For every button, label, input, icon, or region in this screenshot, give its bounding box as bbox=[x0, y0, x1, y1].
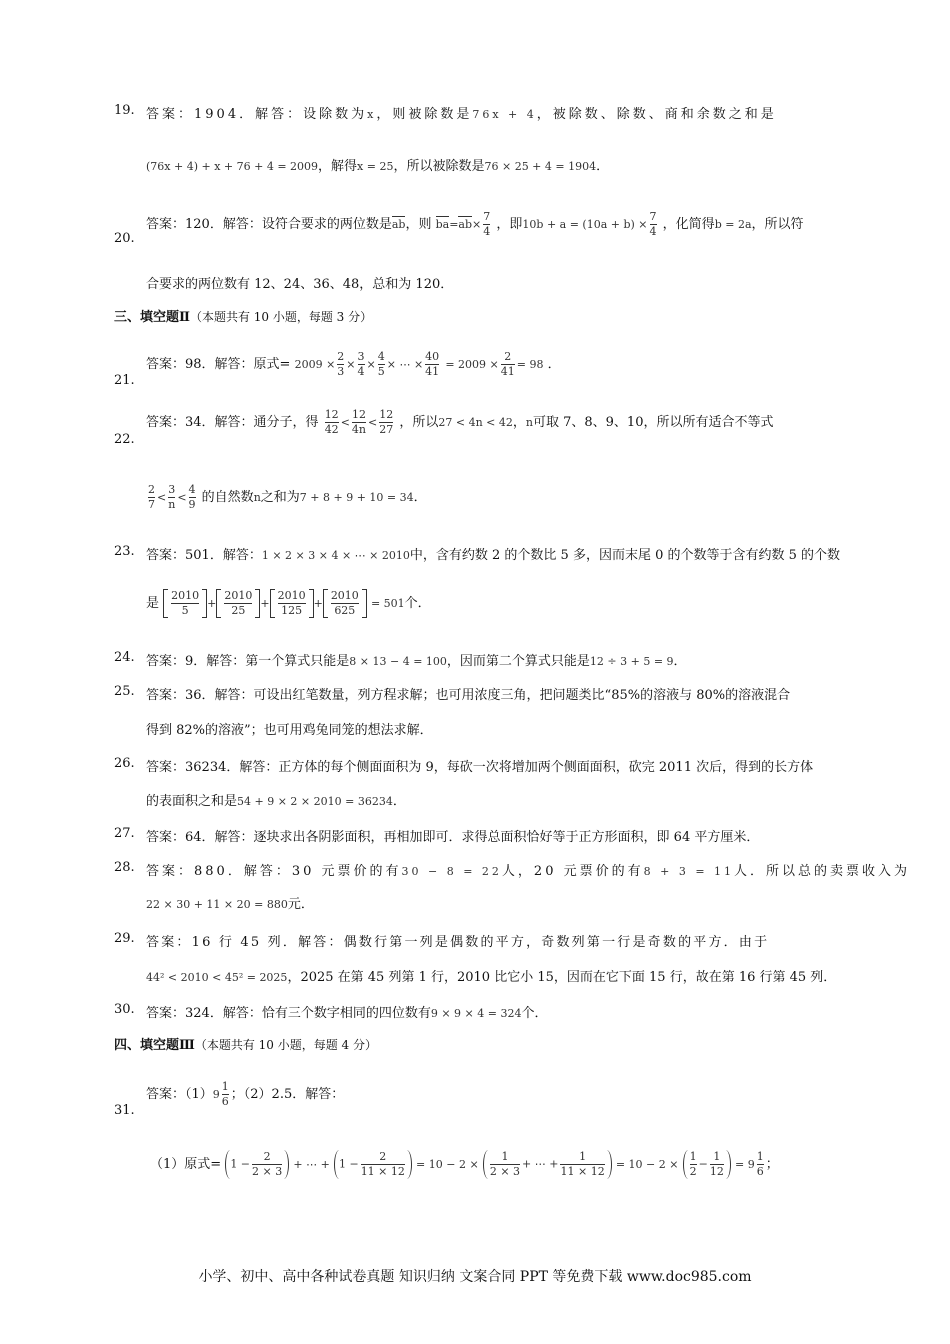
q25-line1: 答案：36．解答：可设出红笔数量，列方程求解；也可用浓度三角，把问题类比“85%的溶液与 80%的溶液混合 bbox=[146, 688, 791, 703]
q20-line2: 合要求的两位数有 12、24、36、48，总和为 120． bbox=[146, 277, 454, 292]
q30-number: 30. bbox=[114, 1002, 135, 1017]
q30-line: 答案：324．解答：恰有三个数字相同的四位数有9 × 9 × 4 = 324个． bbox=[146, 1006, 548, 1021]
q28-line2: 22 × 30 + 11 × 20 = 880元． bbox=[146, 897, 314, 912]
q31-line2: （1）原式= 1 − $\frac{2}{2 \times 3}$ + ⋯ + 1 − $\frac{2}{11 \times 12}$ = 10 − 2 × $\frac{1}{2 \times 3}$ + ⋯ + $\frac{1}{11 \times 12}$ = 10 − 2 × $\frac{1}{2}$ − $\frac{1}{12}$ = 9 $\frac{1}{6}$ ； bbox=[150, 1150, 779, 1178]
q29-line2: 44² < 2010 < 45² = 2025，2025 在第 45 列第 1 行，2010 比它小 15，因而在它下面 15 行，故在第 16 行第 45 列． bbox=[146, 970, 837, 985]
q19-line2: (76x + 4) + x + 76 + 4 = 2009，解得x = 25，所以被除数是76 × 25 + 4 = 1904． bbox=[146, 159, 610, 174]
q21-number: 21. bbox=[114, 373, 135, 388]
q26-number: 26. bbox=[114, 756, 135, 771]
q31-number: 31. bbox=[114, 1103, 135, 1118]
q27-line: 答案：64．解答：逐块求出各阴影面积，再相加即可．求得总面积恰好等于正方形面积，即 64 平方厘米． bbox=[146, 830, 760, 845]
q20-number: 20. bbox=[114, 231, 135, 246]
q23-number: 23. bbox=[114, 544, 135, 559]
q29-number: 29. bbox=[114, 931, 135, 946]
q26-line2: 的表面积之和是54 + 9 × 2 × 2010 = 36234． bbox=[146, 794, 406, 809]
q25-number: 25. bbox=[114, 684, 135, 699]
q20-line1: 答案：120．解答：设符合要求的两位数是ab，则 ba=ab× $\frac{7}{4}$ ，即10b + a = (10a + b) × $\frac{7}{4}$ ，化简得b = 2a，所以符 bbox=[146, 210, 804, 238]
q25-line2: 得到 82%的溶液”；也可用鸡兔同笼的想法求解． bbox=[146, 723, 433, 738]
q26-line1: 答案：36234．解答：正方体的每个侧面面积为 9，每砍一次将增加两个侧面面积，砍完 2011 次后，得到的长方体 bbox=[146, 760, 814, 775]
q31-line1: 答案：（1）9 $\frac{1}{6}$ ；（2）2.5．解答： bbox=[146, 1080, 345, 1108]
q29-line1: 答案：16 行 45 列．解答：偶数行第一列是偶数的平方，奇数列第一行是奇数的平方．由于 bbox=[146, 935, 770, 950]
q27-number: 27. bbox=[114, 826, 135, 841]
q19-number: 19. bbox=[114, 103, 135, 118]
footer-banner: 小学、初中、高中各种试卷真题 知识归纳 文案合同 PPT 等免费下载 www.doc985.com bbox=[198, 1269, 752, 1285]
q24-line: 答案：9．解答：第一个算式只能是8 × 13 − 4 = 100，因而第二个算式只能是12 ÷ 3 + 5 = 9． bbox=[146, 654, 687, 669]
q22-line2: $\frac{2}{7}$ < $\frac{3}{n}$ < $\frac{4}{9}$ 的自然数n之和为7 + 8 + 9 + 10 = 34． bbox=[148, 483, 427, 511]
q22-line1: 答案：34．解答：通分子，得 $\frac{12}{42}$ < $\frac{12}{4n}$ < $\frac{12}{27}$ ，所以27 < 4n < 42，n可取 7、8、9、10，所以所有适合不等式 bbox=[146, 408, 774, 436]
q23-line2: 是 $\frac{2010}{5}$ + $\frac{2010}{25}$ + $\frac{2010}{125}$ + $\frac{2010}{625}$ = 501个． bbox=[146, 589, 431, 617]
q23-line1: 答案：501．解答：1 × 2 × 3 × 4 × ⋯ × 2010中，含有约数 2 的个数比 5 多，因而末尾 0 的个数等于含有约数 5 的个数 bbox=[146, 548, 841, 563]
q19-line1: 答案：1904．解答：设除数为x，则被除数是76x + 4，被除数、除数、商和余数之和是 bbox=[146, 107, 777, 122]
q28-number: 28. bbox=[114, 860, 135, 875]
section-4-heading: 四、填空题Ⅲ（本题共有 10 小题，每题 4 分） bbox=[114, 1038, 378, 1053]
section-3-heading: 三、填空题Ⅱ（本题共有 10 小题，每题 3 分） bbox=[114, 310, 373, 325]
q28-line1: 答案：880．解答：30 元票价的有30 − 8 = 22人，20 元票价的有8 + 3 = 11人．所以总的卖票收入为 bbox=[146, 864, 911, 879]
q24-number: 24. bbox=[114, 650, 135, 665]
q21-line: 答案：98．解答：原式= 2009 × $\frac{2}{3}$ × $\frac{3}{4}$ × $\frac{4}{5}$ × ⋯ × $\frac{40}{41}$ = 2009 × $\frac{2}{41}$ = 98 ． bbox=[146, 350, 561, 378]
q22-number: 22. bbox=[114, 432, 135, 447]
